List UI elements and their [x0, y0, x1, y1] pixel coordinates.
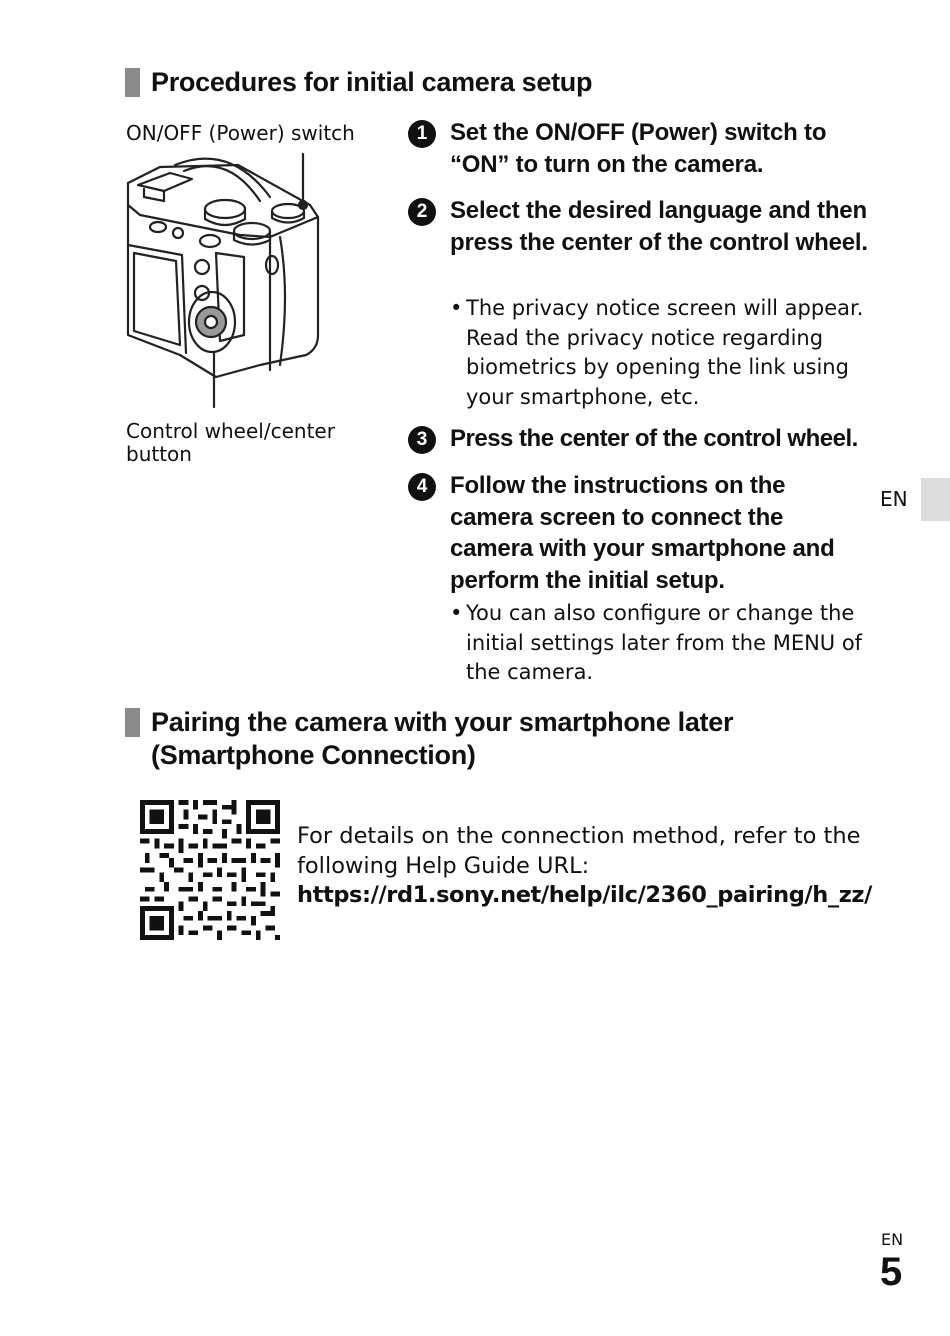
step-number-badge: 1 [408, 120, 436, 148]
section-title: Procedures for initial camera setup [151, 67, 593, 97]
step-text: Follow the instructions on the camera screen to connect the camera with your smartphone and perform the initial setup. [450, 472, 835, 594]
step-4 [408, 470, 870, 596]
control-wheel-callout: Control wheel/center button [126, 419, 335, 466]
bullet-glyph: • [450, 296, 463, 320]
step-4-note [450, 599, 870, 688]
side-language-label: EN [880, 487, 908, 511]
footer-language-label: EN [881, 1230, 904, 1249]
step-text: Select the desired language and then press the center of the control wheel. [450, 197, 868, 256]
side-tab-marker [921, 478, 950, 521]
bullet-glyph: • [450, 601, 463, 625]
step-number-badge: 3 [408, 426, 436, 454]
section-heading-pairing [125, 706, 733, 772]
note-text: You can also configure or change the initial settings later from the MENU of the camera. [466, 601, 863, 684]
step-text: Press the center of the control wheel. [450, 425, 858, 452]
page-number: 5 [880, 1250, 903, 1294]
qr-code [140, 800, 280, 940]
help-guide-description: For details on the connection method, refer to the following Help Guide URL: [297, 823, 861, 879]
section-title: Pairing the camera with your smartphone later (Smartphone Connection) [151, 707, 734, 770]
power-switch-callout: ON/OFF (Power) switch [126, 121, 355, 145]
note-text: The privacy notice screen will appear. Read the privacy notice regarding biometrics by opening the link using your smartphone, etc. [466, 296, 864, 409]
heading-marker-bar [125, 708, 140, 737]
step-1 [408, 117, 870, 180]
camera-illustration [120, 145, 330, 410]
help-guide-info [297, 822, 897, 911]
step-number-badge: 2 [408, 198, 436, 226]
step-2-note [450, 294, 870, 412]
section-heading-setup [125, 66, 592, 99]
step-number-badge: 4 [408, 473, 436, 501]
heading-marker-bar [125, 68, 140, 97]
step-text: Set the ON/OFF (Power) switch to “ON” to turn on the camera. [450, 119, 827, 178]
help-guide-url-link[interactable]: https://rd1.sony.net/help/ilc/2360_pairing/h_zz/ [297, 882, 872, 908]
step-3 [408, 423, 920, 455]
step-2 [408, 195, 870, 258]
